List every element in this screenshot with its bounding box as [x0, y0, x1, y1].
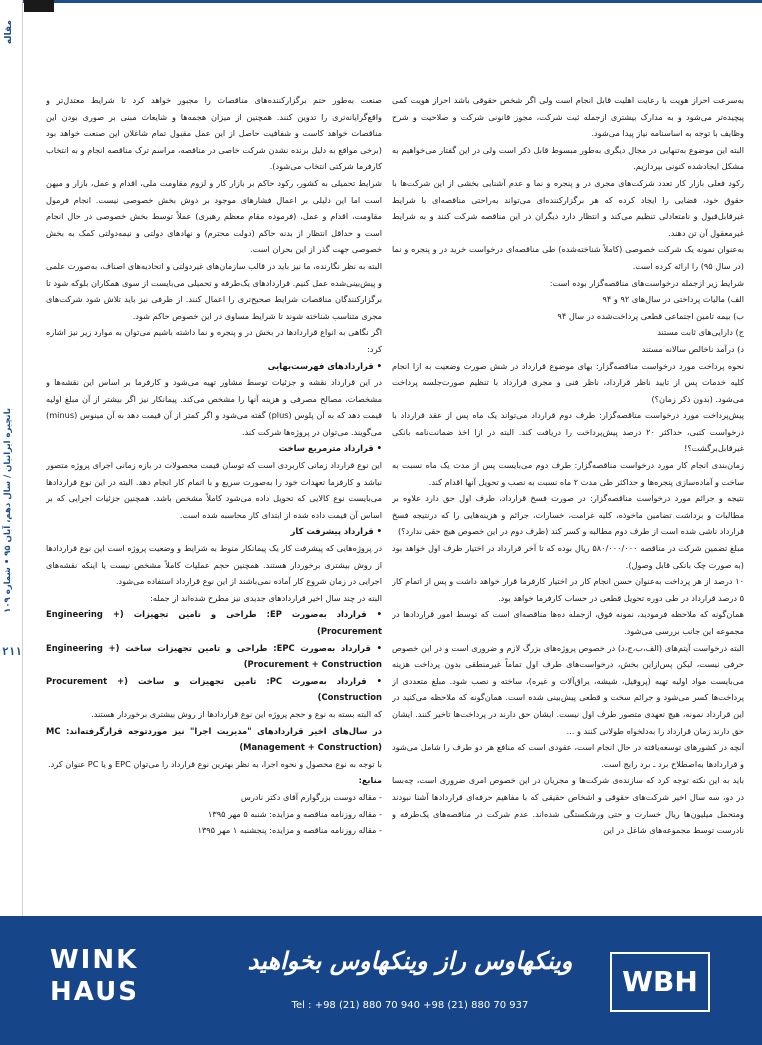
- winkhaus-logo: [50, 944, 170, 1014]
- top-accent-line: [22, 0, 762, 3]
- winkhaus-advertisement: [0, 916, 762, 1045]
- right-paragraph: مبلغ تضمین شرکت در مناقصه ۵۸۰/۰۰۰/۰۰۰ ریال بوده که تا آخر قرارداد در اختیار طرف اول خواهد بود (به صورت چک بانکی قابل وصول).: [392, 543, 744, 570]
- right-paragraph: باید به این نکته توجه کرد که سازنده‌ی شرکت‌ها و مجریان در این خصوص امری ضروری است، چه‌بسا در دو، سه سال اخیر شرکت‌های حقوقی و اشخاص حقیقی که با مفاهیم حرفه‌ای قراردادها آشنا نبودند ومتحمل میلیون‌ها ریال خسارت و حتی ورشکستگی شده‌اند. عدم شرکت در مناقصه‌های یک‌طرفه و نادرست توسط مجموعه‌های شاغل در این: [392, 775, 744, 836]
- section-label: مقاله: [4, 20, 14, 45]
- right-paragraph: شرایط زیر ازجمله درخواست‌های مناقصه‌گزار بوده است:: [549, 277, 744, 288]
- page-number: ۲۱۱: [2, 645, 22, 658]
- paragraph-fixed-price: در این قرارداد نقشه و جزئیات توسط مشاور تهیه می‌شود و کارفرما بر اساس این نقشه‌ها و مشخصات، مصالح مصرفی و هزینه آنها را مشخص می‌کند. پیمانکار نیز اگر بیشتر از آن مبلغ اولیه قیمت دهد که به آن پلوس (plus) گفته می‌شود و اگر کمتر از آن قیمت دهد به آن مینوس (minus) می‌گویند. می‌توان در پروژه‌ها شرکت کند.: [46, 377, 382, 437]
- side-strip: [0, 88, 23, 1020]
- left-paragraph: البته به نظر نگارنده، ما نیز باید در قالب سازمان‌های غیردولتی و اتحادیه‌های اصناف، به‌صورت علمی و پیش‌بینی‌شده عمل کنیم. قراردادهای یک‌طرفه و تحمیلی می‌بایست از سوی همکاران بلوکه شود تا برگزارکنندگان مناقصات شرایط صحیح‌تری را اعمال کنند. از طرفی نیز باید تلاش شود شرکت‌های مجری متناسب شناخته شوند تا شرایط مساوی در این خصوص حاکم شود.: [46, 260, 382, 321]
- heading-progress: • قرارداد پیشرفت کار: [290, 526, 382, 537]
- logo-line: WINK: [50, 945, 139, 975]
- logo-line: HAUS: [50, 977, 139, 1007]
- heading-fixed-price: • قراردادهای فهرست‌بهایی: [267, 360, 382, 371]
- heading-epc: • قرارداد به‌صورت EPC: طراحی و تامین تجهیزات ساخت (Engineering + Procurement + Construction): [46, 642, 382, 670]
- right-paragraph: البته این موضوع به‌تنهایی در مجال دیگری به‌طور مبسوط قابل ذکر است ولی در این گفتار می‌خواهیم به مشکل ایجادشده کنونی بپردازیم.: [392, 144, 744, 172]
- top-black-bar: [24, 0, 54, 12]
- right-paragraph: د) درآمد ناخالص سالانه مستند: [641, 343, 744, 354]
- left-paragraph: صنعت به‌طور حتم برگزارکننده‌های مناقصات را مجبور خواهد کرد تا شرایط معتدل‌تر و واقع‌گرایانه‌تری را تدوین کنند. همچنین از میزان هجمه‌ها و شایعات مبنی بر صوری بودن این مناقصات خواهد کاست و شفافیت حاصل از این عمل مقبول تمام شاغلان این صنعت خواهد بود (برخی مواقع به دلیل برنده نشدن شرکت خاصی در مناقصه، مراسم ترک مناقصه انجام و به انتخاب کارفرما شرکتی انتخاب می‌شود).: [46, 95, 382, 172]
- right-paragraph: ب) بیمه تامین اجتماعی قطعی پرداخت‌شده در سال ۹۴: [557, 310, 744, 321]
- right-paragraph: نتیجه و جرائم مورد درخواست مناقصه‌گزار: در صورت فسخ قرارداد، طرف اول حق دارد علاوه بر مطالبات و برداشت تضامین ماخوذه، کلیه غرامت، خسارات، جرائم و هزینه‌هایی را که درنتیجه فسخ قرارداد ناشی شده است از طرف دوم مطالبه و کسر کند (طرف دوم در این خصوص هیچ حقی ندارد؟): [392, 493, 744, 537]
- right-paragraph: پیش‌پرداخت مورد درخواست مناقصه‌گزار: طرف دوم قرارداد می‌تواند یک ماه پس از عقد قرارداد با درخواست کتبی، حداکثر ۲۰ درصد پیش‌پرداخت را دریافت کند. البته در ازا اخذ ضمانت‌نامه بانکی غیرقابل‌برگشت؟!: [392, 410, 744, 454]
- right-paragraph: به‌عنوان نمونه یک شرکت خصوصی (کاملاً شناخته‌شده) طی مناقصه‌ای درخواست خرید در و پنجره و نما (در سال ۹۵) را ارائه کرده است.: [392, 244, 744, 271]
- paragraph-pc: که البته بسته به نوع و حجم پروژه این نوع قراردادها از روش بیشتری برخوردار هستند.: [91, 708, 382, 719]
- paragraph-lump-sum: این نوع قرارداد زمانی کاربردی است که توسان قیمت محصولات در بازه زمانی اجرای پروژه متصور نباشد و کارفرما تعهدات خود را به‌صورت سریع و با اتمام کار انجام دهد. البته در این نوع قراردادها می‌بایست نوع کالایی که تحویل داده می‌شود کاملاً مشخص باشد. همچنین جزئیات اجرایی که بر اساس آن قیمت داده شده از ابتدای کار محاسبه شده است.: [46, 460, 382, 520]
- left-paragraph: اگر نگاهی به انواع قراردادها در بخش در و پنجره و نما داشته باشیم می‌توان به موارد زیر نیز اشاره کرد:: [46, 327, 382, 354]
- paragraph-conclusion: با توجه به نوع محصول و نحوه اجرا، به نظر بهترین نوع قرارداد را می‌توان EPC و یا PC عنوان کرد.: [48, 758, 382, 769]
- paragraph-mc: در سال‌های اخیر قراردادهای "مدیریت اجرا" نیز موردتوجه قرارگرفته‌اند: MC (Management + Construction): [46, 725, 382, 753]
- wbh-logo: WBH: [610, 952, 710, 1012]
- ad-slogan: وینکهاوس راز وینکهاوس بخواهید: [247, 946, 573, 975]
- right-paragraph: ۱۰ درصد از هر پرداخت به‌عنوان حسن انجام کار در اختیار کارفرما قرار خواهد داشت و پس از اتمام کار ۵ درصد قرارداد در طی دوره تحویل قطعی در حساب کارفرما خواهد بود.: [392, 576, 744, 603]
- section-tab: [0, 0, 23, 88]
- issue-info: بانچیره ایرانیان / سال دهم، آبان ۹۵ • شماره ۱۰۹: [3, 408, 13, 613]
- reference-item: - مقاله دوست بزرگوارم آقای دکتر نادرس: [240, 791, 382, 802]
- left-paragraph: شرایط تحمیلی به کشور، رکود حاکم بر بازار کار و لزوم مقاومت ملی، اقدام و عمل، بازار و میهن است اما این دلیلی بر اعمال فشارهای موجود بر دوش بخش خصوصی نیست. انجام فرمول مقاومت، اقدام و عمل، (فرموده مقام معظم رهبری) عملاً توسط بخش خصوصی در حال انجام است و حداقل انتظار از بدنه حاکم (دولت محترم) و نهادهای دولتی و نیمه‌دولتی کمک به بخش خصوصی جهت گذر از این بحران است.: [46, 177, 382, 255]
- paragraph-new-intro: البته در چند سال اخیر قراردادهای جدیدی نیز مطرح شده‌اند از جمله:: [150, 592, 382, 603]
- right-paragraph: همان‌گونه که ملاحظه فرمودید، نمونه فوق، ازجمله ده‌ها مناقصه‌ای است که توسط امور قراردادها در مجموعه این جانب بررسی می‌شود.: [392, 609, 744, 636]
- reference-item: - مقاله روزنامه مناقصه و مزایده: پنجشنبه ۱ مهر ۱۳۹۵: [197, 825, 382, 836]
- ad-phone: Tel : +98 (21) 880 70 940 +98 (21) 880 70 937: [291, 1000, 529, 1011]
- paragraph-progress: در پروژه‌هایی که پیشرفت کار یک پیمانکار منوط به شرایط و وضعیت پروژه است این نوع قراردادها از روش بیشتری برخوردار هستند. همچنین حجم عملیات کاملاً مشخص نیست یا اینکه نقشه‌های اجرایی در زمان شروع کار آماده نمی‌باشند از این نوع قرارداد استفاده می‌شود.: [46, 543, 382, 587]
- right-paragraph: آنچه در کشورهای توسعه‌یافته در حال انجام است، عقودی است که منافع هر دو طرف را شامل می‌شود و قراردادها به‌اصطلاح برد ـ برد رایج است.: [392, 742, 744, 769]
- right-paragraph: ج) دارایی‌های ثابت مستند: [657, 327, 744, 338]
- right-paragraph: زمان‌بندی انجام کار مورد درخواست مناقصه‌گزار: طرف دوم می‌بایست پس از مدت یک ماه نسبت به ساخت و آماده‌سازی پنجره‌ها و حداکثر طی مدت ۲ ماه نسبت به نصب و تحویل آنها اقدام کند.: [392, 460, 744, 487]
- right-paragraph: الف) مالیات پرداختی در سال‌های ۹۲ و ۹۴: [602, 294, 744, 305]
- reference-item: - مقاله روزنامه مناقصه و مزایده: شنبه ۵ مهر ۱۳۹۵: [207, 808, 382, 819]
- left-column: [46, 92, 382, 913]
- right-paragraph: البته درخواست آیتم‌های (الف،ب،ج،د) در خصوص پروژه‌های بزرگ لازم و ضروری است و در این خصوص حرفی نیست، لیکن پس‌ازاین بخش، درخواست‌های طرف اول تماماً غیرمنطقی بدون پرداخت هزینه می‌بایست مواد اولیه تهیه (پروفیل، شیشه، یراق‌آلات و غیره)، ساخته و نصب شود. مبلغ متعددی از پرداخت‌ها کسر می‌شود و جرائم سخت و قطعی پیش‌بینی شده است. همان‌گونه که ملاحظه می‌کنید در این قرارداد نمونه، هیچ تعهدی متصور طرف اول نیست. ایشان حق دارند در پرداخت‌ها تاخیر کنند. ایشان حق دارند زمان قرارداد را به‌دلخواه طولانی کنند و ...: [392, 642, 744, 736]
- right-column: [392, 92, 744, 913]
- heading-pc: • قرارداد به‌صورت PC: تامین تجهیزات و ساخت (Procurement + Construction): [46, 675, 382, 703]
- right-paragraph: رکود فعلی بازار کار تعدد شرکت‌های مجری در و پنجره و نما و عدم آشنایی بخشی از این شرکت‌ها با حقوق خود، فضایی را ایجاد کرده که هر برگزارکننده‌ای می‌تواند به‌راحتی مناقصه‌ای با شرایط غیرقابل‌قبول و نامتعادلی تنظیم می‌کند و انتظار دارد دیگران در این مناقصه شرکت کنند و به شرایط غیرمعقول آن تن دهند.: [392, 177, 744, 238]
- right-paragraph: به‌سرعت احراز هویت با رعایت اهلیت قابل انجام است ولی اگر شخص حقوقی باشد احراز هویت کمی پیچیده‌تر می‌شود و به مدارک بیشتری ازجمله ثبت شرکت، مجوز قانونی شرکت و صلاحیت و شرح وظایف با توجه به اساسنامه نیاز پیدا می‌شود.: [392, 95, 744, 139]
- references-title: منابع:: [358, 775, 382, 786]
- right-paragraph: نحوه پرداخت مورد درخواست مناقصه‌گزار: بهای موضوع قرارداد در شش صورت وضعیت به ازا انجام کلیه خدمات پس از تایید ناظر قرارداد، ناظر فنی و مجری قرارداد با تنظیم صورت‌جلسه پرداخت می‌شود. (بدون ذکر زمان؟): [392, 360, 744, 404]
- heading-lump-sum: • قرارداد مترمربع ساخت: [278, 443, 382, 454]
- heading-ep: • قرارداد به‌صورت EP: طراحی و تامین تجهیزات (Engineering + Procurement): [46, 609, 382, 636]
